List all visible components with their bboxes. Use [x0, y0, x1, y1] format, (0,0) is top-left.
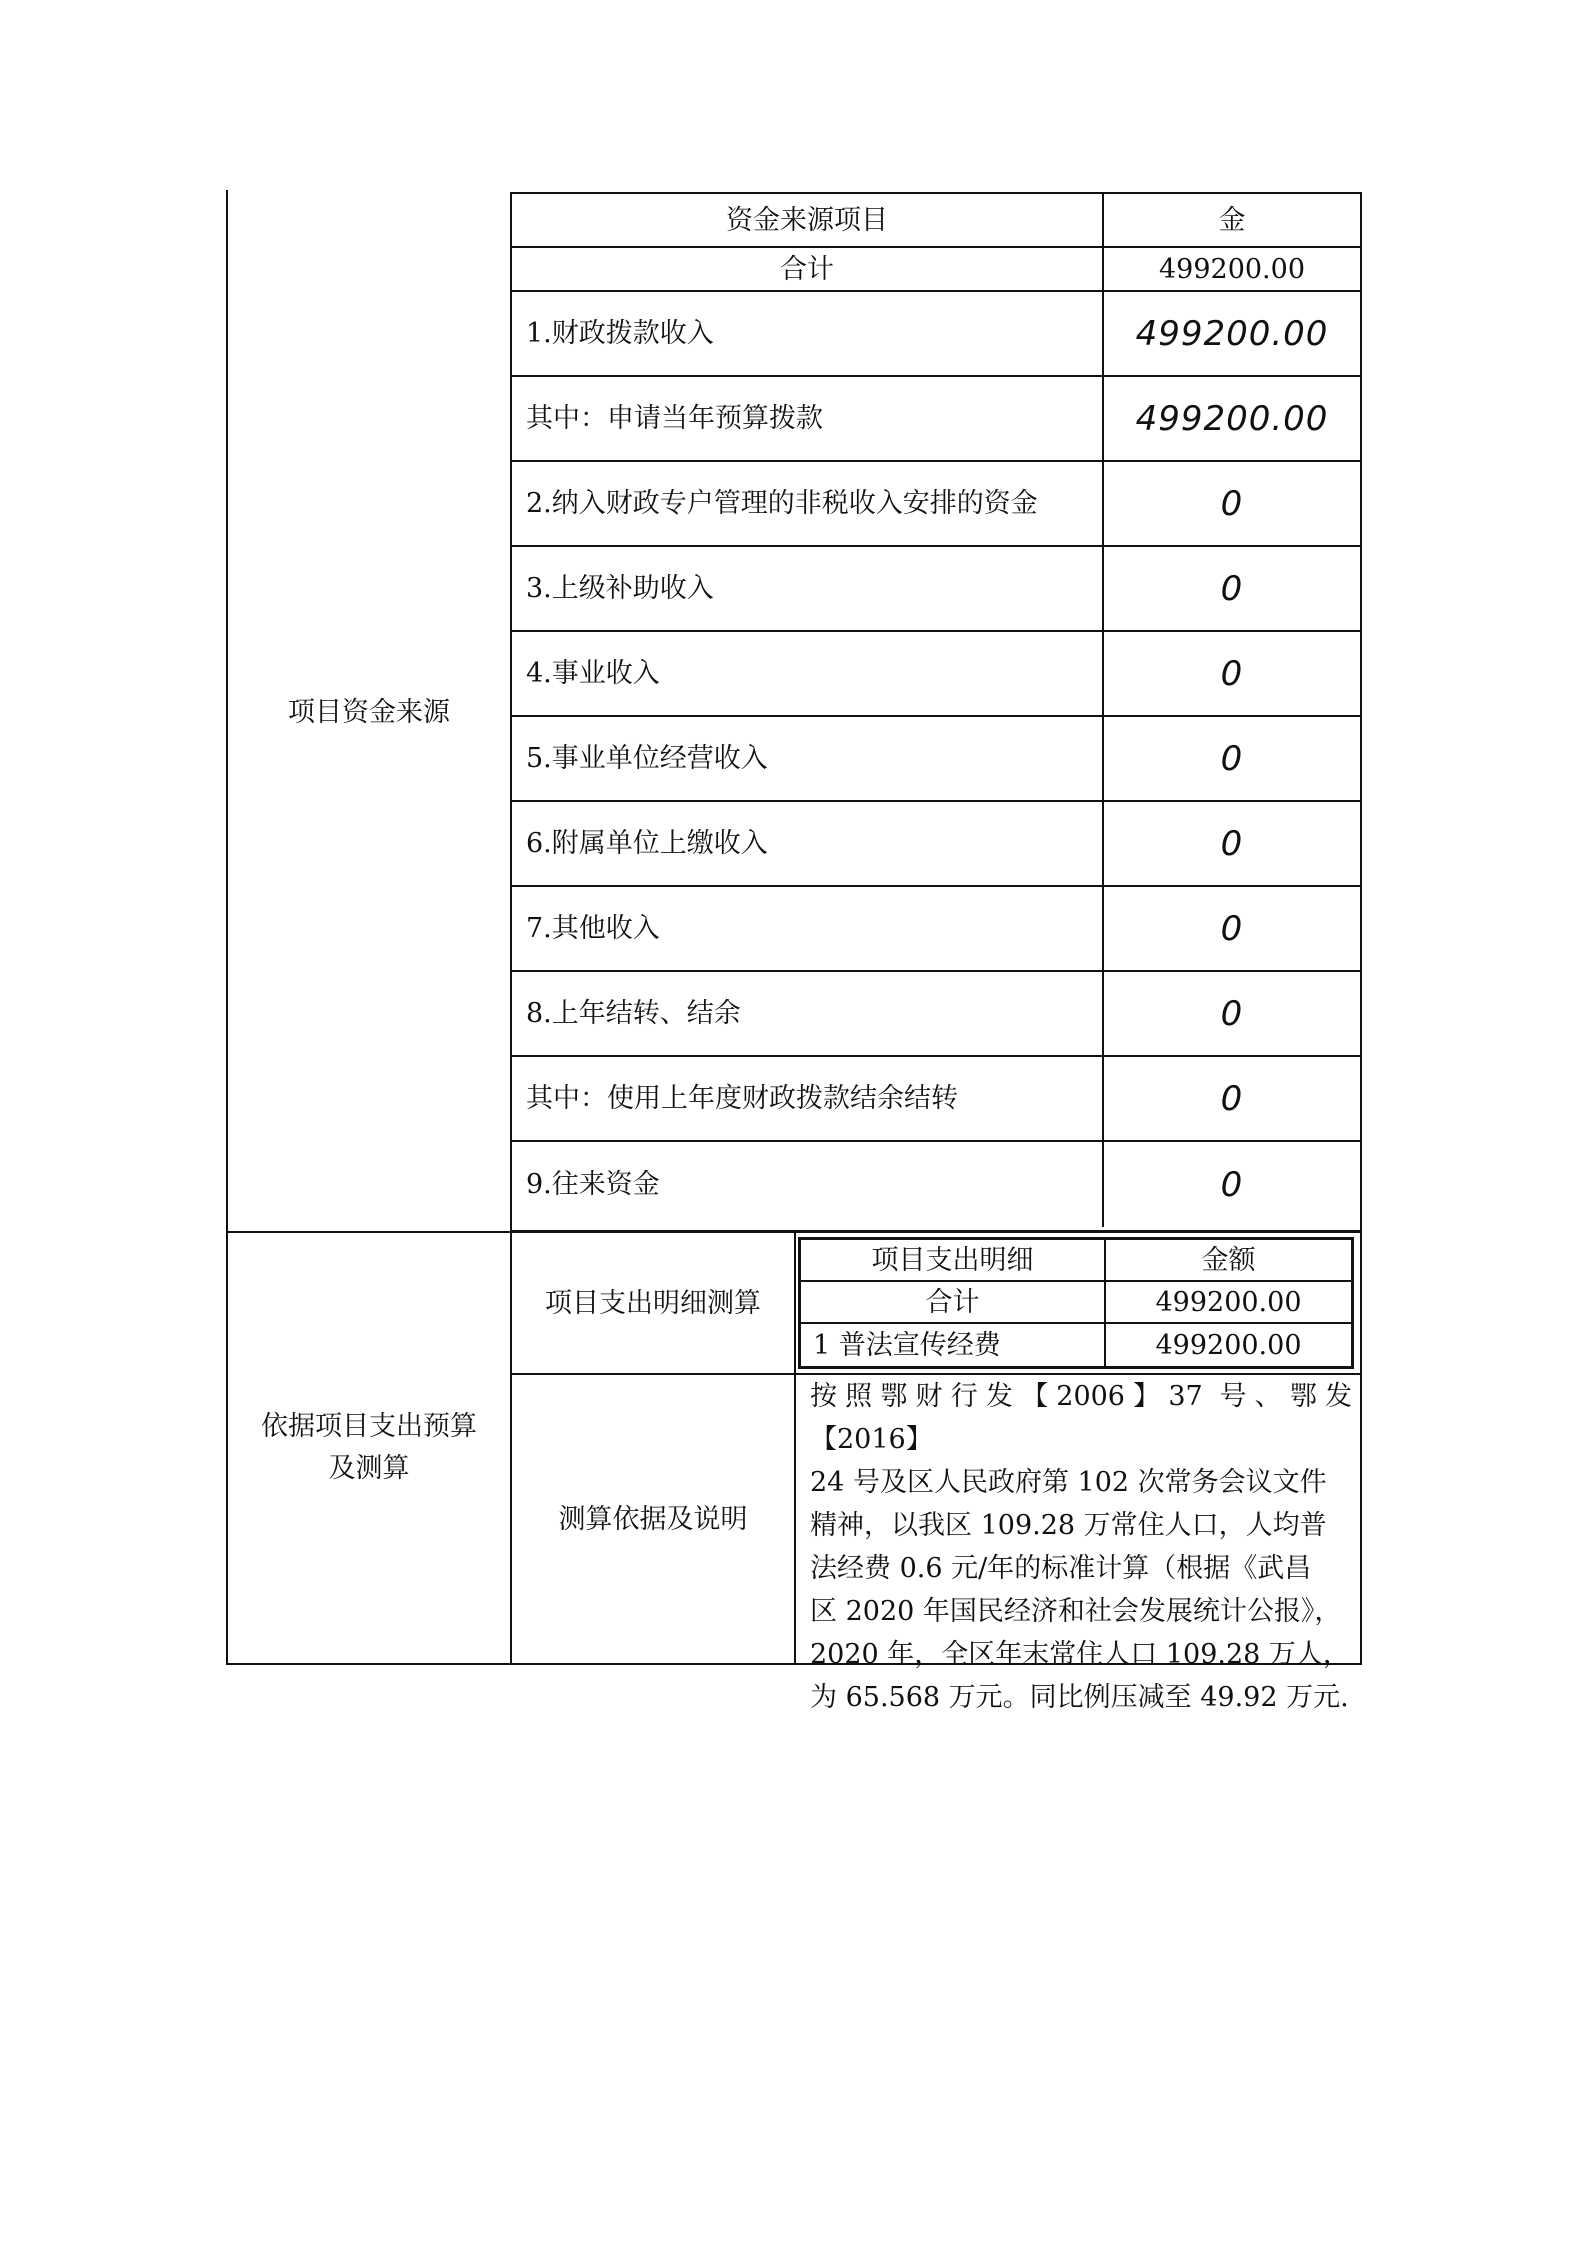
funding-row-label: 1.财政拨款收入 — [512, 292, 1104, 377]
funding-total-value: 499200.00 — [1104, 248, 1360, 292]
funding-row-label: 其中：使用上年度财政拨款结余结转 — [512, 1057, 1104, 1142]
funding-row-label: 3.上级补助收入 — [512, 547, 1104, 632]
detail-calc-label: 项目支出明细测算 — [512, 1233, 796, 1375]
funding-row-label: 6.附属单位上缴收入 — [512, 802, 1104, 887]
detail-subtable-frame — [798, 1237, 1354, 1369]
funding-row-value: 0 — [1104, 632, 1360, 717]
section-budget-label-line2: 及测算 — [328, 1453, 410, 1484]
funding-row-value: 499200.00 — [1104, 377, 1360, 462]
funding-row-value: 0 — [1104, 887, 1360, 972]
funding-row-value: 0 — [1104, 972, 1360, 1057]
funding-row-value: 0 — [1104, 717, 1360, 802]
funding-row-label: 8.上年结转、结余 — [512, 972, 1104, 1057]
funding-table — [510, 192, 1362, 1232]
funding-row-label: 4.事业收入 — [512, 632, 1104, 717]
detail-subtable — [796, 1233, 1360, 1375]
funding-header-item: 资金来源项目 — [512, 194, 1104, 248]
budget-table — [510, 1231, 1362, 1713]
detail-header-item: 项目支出明细 — [801, 1240, 1106, 1282]
funding-row-value: 0 — [1104, 462, 1360, 547]
funding-row-value: 0 — [1104, 802, 1360, 887]
funding-row-label: 2.纳入财政专户管理的非税收入安排的资金 — [512, 462, 1104, 547]
funding-row-label: 9.往来资金 — [512, 1142, 1104, 1227]
funding-row-value: 499200.00 — [1104, 292, 1360, 377]
funding-row-value: 0 — [1104, 547, 1360, 632]
funding-row-label: 7.其他收入 — [512, 887, 1104, 972]
funding-row-label: 5.事业单位经营收入 — [512, 717, 1104, 802]
basis-label: 测算依据及说明 — [512, 1375, 796, 1663]
funding-header-amount: 金 — [1104, 194, 1360, 248]
funding-row-value: 0 — [1220, 1164, 1244, 1205]
section-budget-label — [228, 1233, 510, 1663]
funding-row-value: 0 — [1104, 1057, 1360, 1142]
section-funding-label: 项目资金来源 — [288, 696, 450, 728]
detail-row-value: 499200.00 — [1155, 1329, 1302, 1361]
funding-total-label: 合计 — [512, 248, 1104, 292]
detail-row-label: 1 普法宣传经费 — [801, 1324, 1106, 1366]
detail-total-label: 合计 — [801, 1282, 1106, 1324]
section-budget-label-line1: 依据项目支出预算 — [261, 1411, 477, 1442]
funding-row-label: 其中：申请当年预算拨款 — [512, 377, 1104, 462]
detail-header-amount: 金额 — [1106, 1240, 1351, 1282]
basis-text: 按照鄂财行发【2006】37 号、鄂发【2016】 24 号及区人民政府第 102 次常务会议文件 精神，以我区 109.28 万常住人口，人均普 法经费 0.6 元/年的标准计算（根据《武昌 区 2020 年国民经济和社会发展统计公报》， 2020 年，全区年末常住人口 109.28 万人， 为 65.568 万元。同比例压减至 49.92 万元. — [810, 1381, 1352, 1713]
detail-total-value: 499200.00 — [1106, 1282, 1351, 1324]
